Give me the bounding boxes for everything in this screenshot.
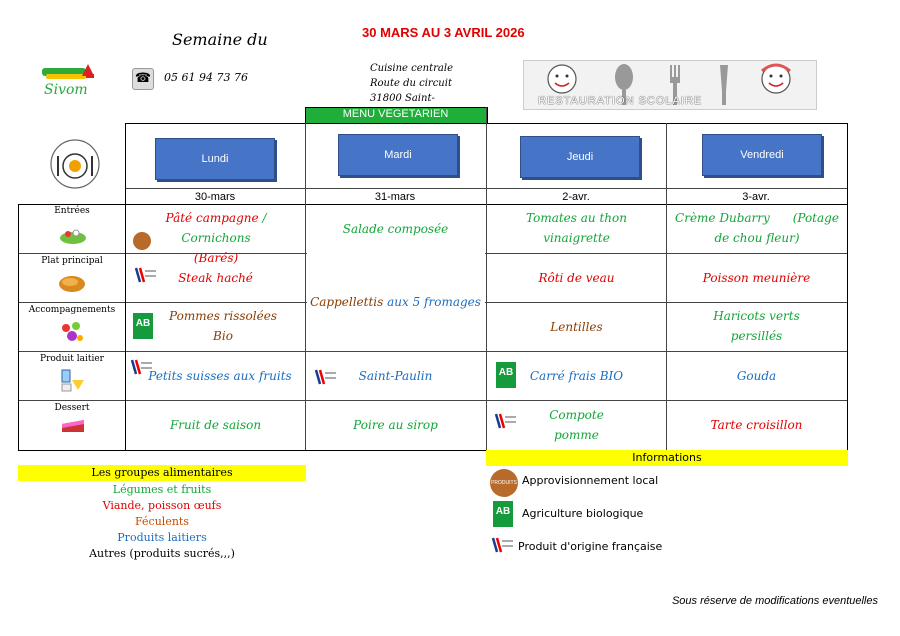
- menu-cell-accomp-lundi: [140, 306, 306, 346]
- dish-text: Tomates au thon: [526, 211, 627, 225]
- grid-line: [18, 204, 847, 205]
- menu-cell-accomp-vendredi: [666, 306, 847, 346]
- food-groups-list: [18, 482, 306, 562]
- menu-cell-laitier-jeudi: Carré frais BIO: [529, 369, 624, 383]
- salad-icon: [58, 222, 88, 246]
- dish-text: pomme: [554, 428, 599, 442]
- menu-cell-entree-vendredi: [668, 208, 846, 248]
- chicken-icon: [56, 270, 88, 296]
- dairy-icon: [58, 366, 86, 394]
- local-badge-text: PRODUITS: [491, 480, 517, 486]
- restauration-scolaire-logo: [523, 60, 817, 110]
- day-banner-lundi: [155, 138, 275, 180]
- day-name: Mardi: [384, 149, 412, 161]
- food-group-item: Légumes et fruits: [112, 483, 212, 496]
- kitchen-line3: 31800 Saint-: [370, 93, 435, 104]
- menu-cell-dessert-lundi: Fruit de saison: [169, 418, 262, 432]
- dish-text: Haricots verts: [713, 309, 800, 323]
- info-bio: Agriculture biologique: [522, 507, 644, 520]
- organic-ab-icon: AB: [496, 362, 516, 388]
- french-origin-icon: [489, 534, 515, 556]
- menu-cell-plat-mardi: [305, 292, 486, 312]
- dish-text: de chou fleur): [714, 231, 800, 245]
- dish-text: (Barés): [193, 251, 239, 265]
- footer-note: Sous réserve de modifications eventuelles: [671, 595, 878, 607]
- menu-type-label: MENU VEGETARIEN: [342, 108, 449, 120]
- grid-line: [18, 400, 847, 401]
- phone-icon: ☎: [132, 68, 154, 90]
- day-name: Jeudi: [566, 151, 594, 163]
- dish-text: persillés: [730, 329, 783, 343]
- menu-cell-plat-jeudi: Rôti de veau: [538, 271, 615, 285]
- day-date: 31-mars: [374, 191, 416, 203]
- day-name: Lundi: [201, 153, 229, 165]
- menu-cell-dessert-mardi: Poire au sirop: [353, 418, 438, 432]
- day-date: 3-avr.: [742, 191, 770, 203]
- menu-cell-entree-jeudi: [486, 208, 667, 248]
- day-date: 2-avr.: [562, 191, 590, 203]
- day-date: 30-mars: [194, 191, 236, 203]
- menu-emblem-icon: [46, 138, 104, 190]
- vegetables-icon: [58, 318, 86, 346]
- dish-text: Compote: [549, 408, 604, 422]
- dish-text: (Potage: [792, 211, 839, 225]
- local-product-icon: [490, 469, 518, 497]
- dish-text: aux 5 fromages: [387, 295, 481, 309]
- menu-cell-entree-lundi: [130, 208, 302, 268]
- row-label-dessert: Dessert: [54, 403, 90, 413]
- informations-title: Informations: [486, 450, 848, 466]
- organic-ab-icon: AB: [493, 501, 513, 527]
- row-label-entrees: Entrées: [54, 206, 90, 216]
- day-name: Vendredi: [740, 149, 784, 161]
- dish-text: vinaigrette: [543, 231, 610, 245]
- cake-icon: [60, 416, 86, 436]
- grid-line: [847, 123, 848, 450]
- dish-text: Crème Dubarry: [675, 211, 770, 225]
- dish-text: Pommes rissolées: [169, 309, 277, 323]
- menu-cell-laitier-mardi: Saint-Paulin: [358, 369, 433, 383]
- food-group-item: Féculents: [135, 515, 189, 528]
- grid-line: [18, 204, 19, 450]
- menu-cell-accomp-jeudi: Lentilles: [550, 320, 603, 334]
- kitchen-line1: Cuisine centrale: [370, 63, 453, 74]
- dish-text: Bio: [213, 329, 233, 343]
- info-france: Produit d'origine française: [518, 540, 663, 553]
- sivom-logo: [38, 60, 102, 100]
- dish-text: Cappellettis: [310, 295, 384, 309]
- menu-cell-laitier-lundi: Petits suisses aux fruits: [148, 369, 292, 383]
- restauration-label: RESTAURATION SCOLAIRE: [538, 95, 703, 107]
- menu-cell-entree-mardi: Salade composée: [342, 222, 449, 236]
- menu-cell-laitier-vendredi: Gouda: [736, 369, 777, 383]
- row-label-produit-laitier: Produit laitier: [40, 354, 104, 364]
- day-banner-mardi: [338, 134, 458, 176]
- dates-title: 30 MARS AU 3 AVRIL 2026: [362, 25, 525, 40]
- dish-text: Pâté campagne: [165, 211, 259, 225]
- day-banner-vendredi: [702, 134, 822, 176]
- week-label: Semaine du: [172, 30, 268, 49]
- menu-cell-dessert-vendredi: Tarte croisillon: [710, 418, 803, 432]
- dish-text: / Cornichons: [181, 211, 267, 245]
- food-group-item: Produits laitiers: [117, 531, 207, 544]
- food-group-item: Viande, poisson œufs: [102, 499, 222, 512]
- kitchen-line2: Route du circuit: [370, 78, 452, 89]
- menu-cell-plat-lundi: Steak haché: [178, 271, 253, 285]
- row-label-accompagnements: Accompagnements: [28, 305, 116, 315]
- row-label-plat: Plat principal: [41, 256, 103, 266]
- menu-cell-dessert-jeudi: [486, 405, 667, 445]
- phone-number: 05 61 94 73 76: [164, 71, 248, 84]
- logo-text: Sivom: [44, 82, 88, 98]
- food-groups-title: Les groupes alimentaires: [18, 465, 306, 481]
- grid-line: [18, 351, 847, 352]
- organic-ab-icon: AB: [133, 313, 153, 339]
- info-local: Approvisionnement local: [522, 474, 659, 487]
- food-group-item: Autres (produits sucrés,,,): [89, 547, 235, 560]
- day-banner-jeudi: [520, 136, 640, 178]
- merged-cell-mask: [307, 251, 485, 255]
- menu-cell-plat-vendredi: Poisson meunière: [702, 271, 811, 285]
